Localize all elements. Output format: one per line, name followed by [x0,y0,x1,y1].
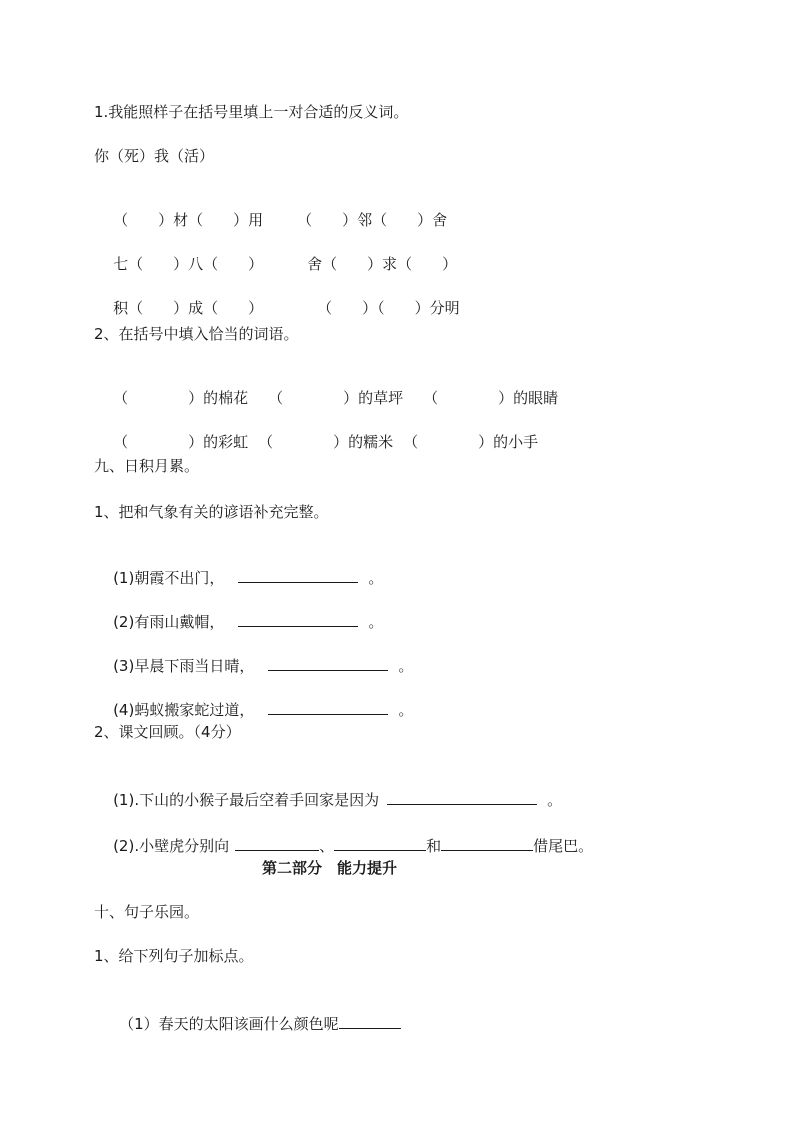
answer-blank[interactable] [268,654,388,671]
punctuation-item-1 [100,992,401,1054]
antonym-example: 你（死）我（活） [94,147,215,165]
separator: 、 [319,837,335,855]
proverb-text: (3)早晨下雨当日晴， [113,657,255,675]
proverb-text: (4)蚂蚁搬家蛇过道， [113,701,255,719]
answer-blank[interactable] [268,698,388,715]
answer-blank[interactable] [339,1012,401,1029]
fill-words-question-title: 2、在括号中填入恰当的词语。 [94,325,299,343]
fill-word-item: （ ）的彩虹 [113,433,249,451]
antonym-item: 七（ ）八（ ） [113,255,264,273]
review-text: 借尾巴。 [533,837,594,855]
review-text: (1).下山的小猴子最后空着手回家是因为 [113,791,380,809]
fill-word-item: （ ）的棉花 [113,389,249,407]
antonym-item: （ ）邻（ ）舍 [297,211,448,229]
answer-blank[interactable] [235,834,319,851]
answer-blank[interactable] [334,834,426,851]
fill-word-item: （ ）的糯米 [258,433,394,451]
sentence-text: （1）春天的太阳该画什么颜色呢 [119,1015,339,1033]
end-mark: 。 [547,791,563,809]
answer-blank[interactable] [238,610,358,627]
proverb-text: (2)有雨山戴帽， [113,613,225,631]
part-2-heading: 第二部分 能力提升 [262,859,398,877]
antonym-item: （ ）材（ ）用 [113,211,264,229]
answer-blank[interactable] [387,788,537,805]
end-mark: 。 [398,657,414,675]
punctuation-question-title: 1、给下列句子加标点。 [94,947,254,965]
section-10-title: 十、句子乐园。 [94,903,200,921]
section-9-title: 九、日积月累。 [94,457,200,475]
fill-word-item: （ ）的眼睛 [423,389,559,407]
proverbs-question-title: 1、把和气象有关的谚语补充完整。 [94,503,329,521]
antonym-item: （ ）（ ）分明 [317,299,460,317]
antonym-question-title: 1.我能照样子在括号里填上一对合适的反义词。 [94,103,409,121]
end-mark: 。 [398,701,414,719]
separator: 和 [426,837,442,855]
review-text: (2).小壁虎分别向 [113,837,230,855]
antonym-item: 舍（ ）求（ ） [307,255,458,273]
antonym-item: 积（ ）成（ ） [113,299,264,317]
review-question-title: 2、课文回顾。（4分） [94,723,241,741]
proverb-text: (1)朝霞不出门， [113,569,225,587]
end-mark: 。 [368,569,384,587]
end-mark: 。 [368,613,384,631]
fill-word-item: （ ）的小手 [403,433,539,451]
fill-word-item: （ ）的草坪 [268,389,404,407]
answer-blank[interactable] [238,566,358,583]
answer-blank[interactable] [441,834,533,851]
